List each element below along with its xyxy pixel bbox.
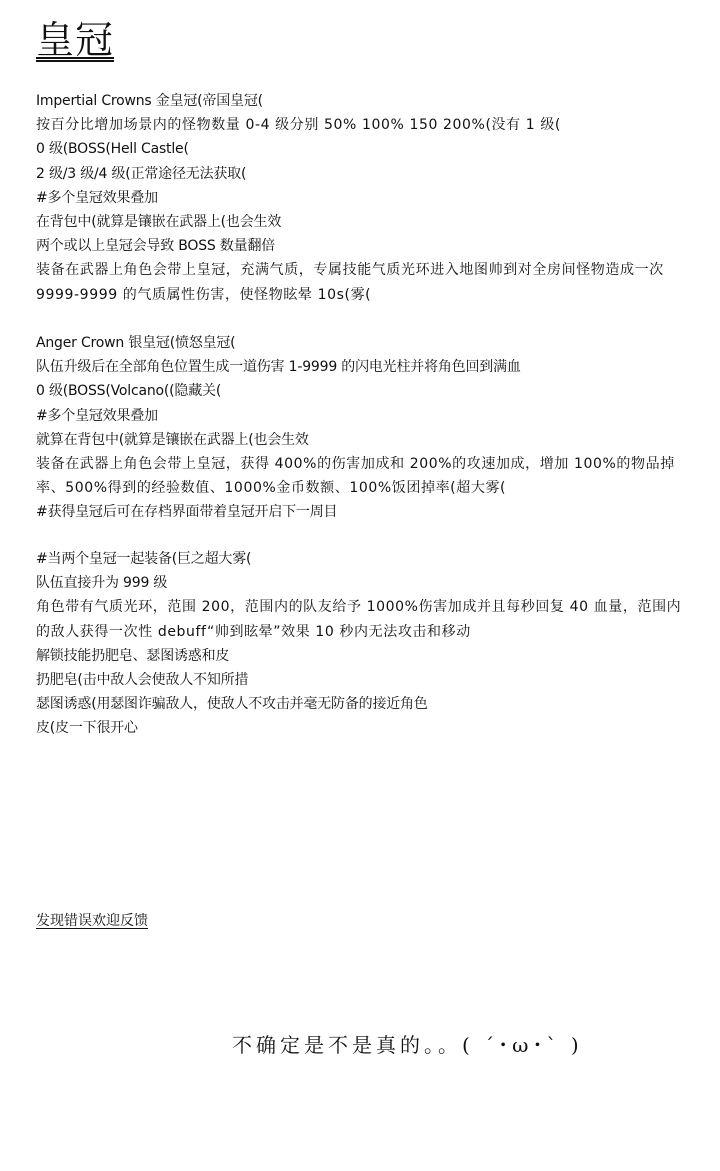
text-line: 2 级/3 级/4 级(正常途径无法获取(	[36, 165, 247, 182]
text-line: #多个皇冠效果叠加	[36, 189, 158, 206]
signoff-text: 不确定是不是真的。。( ´･ω･` )	[232, 1033, 583, 1057]
text-line: #当两个皇冠一起装备(巨之超大雾(	[36, 551, 252, 567]
feedback-link[interactable]: 发现错误欢迎反馈	[36, 913, 148, 929]
text-line: 装备在武器上角色会带上皇冠，获得 400%的伤害加成和 200%的攻速加成，增加 100%的物品掉率、500%得到的经验数值、1000%金币数额、100%饭团掉率(超大雾(	[36, 456, 675, 497]
text-line: 在背包中(就算是镶嵌在武器上(也会生效	[36, 214, 282, 231]
dual-crown-section	[36, 547, 686, 741]
text-line: 皮(皮一下很开心	[36, 720, 138, 737]
text-line: 瑟图诱惑(用瑟图诈骗敌人，使敌人不攻击并毫无防备的接近角色	[36, 696, 428, 713]
text-line: #获得皇冠后可在存档界面带着皇冠开启下一周目	[36, 504, 338, 521]
text-line: 解锁技能扔肥皂、瑟图诱惑和皮	[36, 647, 230, 664]
text-line: 0 级(BOSS(Hell Castle(	[36, 141, 189, 158]
imperial-crown-section	[36, 89, 686, 307]
anger-crown-section	[36, 331, 686, 525]
text-line: 就算在背包中(就算是镶嵌在武器上(也会生效	[36, 431, 309, 448]
text-line: Anger Crown 银皇冠(愤怒皇冠(	[36, 335, 236, 351]
text-line: 扔肥皂(击中敌人会使敌人不知所措	[36, 672, 249, 689]
text-line: 队伍直接升为 999 级	[36, 575, 168, 592]
text-line: #多个皇冠效果叠加	[36, 407, 158, 424]
page-title: 皇冠	[36, 18, 115, 62]
text-line: 装备在武器上角色会带上皇冠，充满气质，专属技能气质光环进入地图帅到对全房间怪物造成一次 9999-9999 的气质属性伤害，使怪物眩晕 10s(雾(	[36, 262, 664, 303]
text-line: 两个或以上皇冠会导致 BOSS 数量翻倍	[36, 238, 276, 255]
text-line: 0 级(BOSS(Volcano((隐藏关(	[36, 383, 222, 400]
text-line: 按百分比增加场景内的怪物数量 0-4 级分别 50% 100% 150 200%(没有 1 级(	[36, 117, 561, 134]
text-line: 队伍升级后在全部角色位置生成一道伤害 1-9999 的闪电光柱并将角色回到满血	[36, 359, 521, 376]
text-line: 角色带有气质光环，范围 200，范围内的队友给予 1000%伤害加成并且每秒回复 40 血量，范围内的敌人获得一次性 debuff“帅到眩晕”效果 10 秒内无法攻击和移动	[36, 599, 682, 640]
text-line: Impertial Crowns 金皇冠(帝国皇冠(	[36, 93, 263, 109]
